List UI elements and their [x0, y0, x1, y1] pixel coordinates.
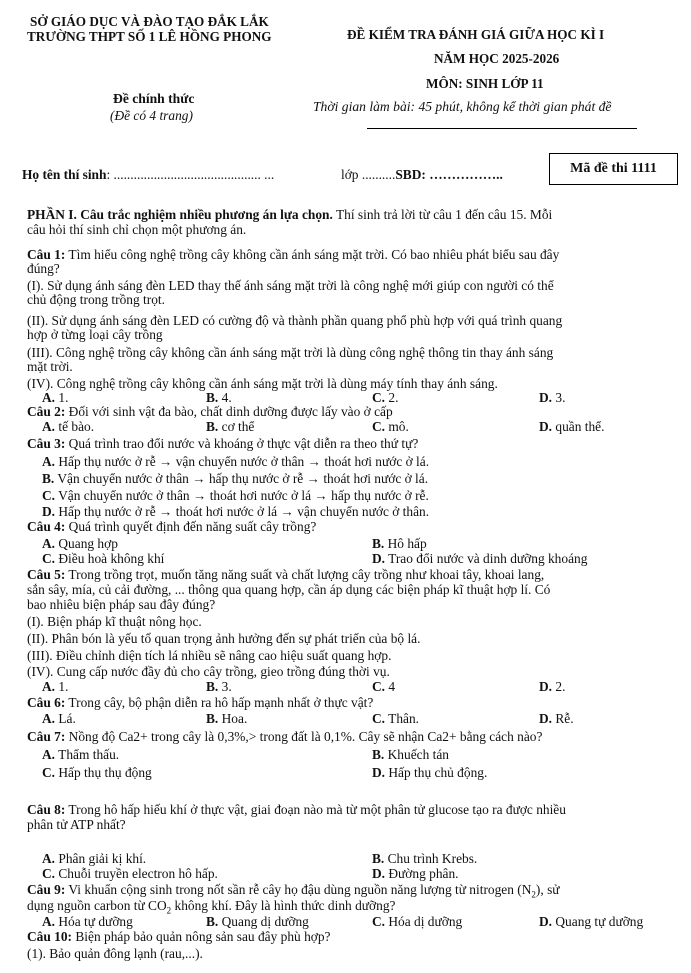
q2-option-b[interactable]: B. cơ thể	[206, 419, 255, 434]
q1-statement-1: (I). Sử dụng ánh sáng đèn LED thay thế ánh sáng mặt trời là công nghệ mới giúp con người có thể	[27, 278, 554, 293]
exam-title: ĐỀ KIỂM TRA ĐÁNH GIÁ GIỮA HỌC KÌ I	[347, 27, 605, 42]
q1-option-d[interactable]: D. 3.	[539, 390, 566, 405]
q9-stem-2: dụng nguồn carbon từ $CO_2$ không khí. Đây là hình thức dinh dưỡng?	[27, 898, 396, 916]
q5-option-a[interactable]: A. 1.	[42, 679, 69, 694]
class-label: lớp	[341, 167, 359, 182]
q5-statement-3: (III). Điều chỉnh diện tích lá nhiều sẽ nâng cao hiệu suất quang hợp.	[27, 648, 392, 663]
q6-option-c[interactable]: C. Thân.	[372, 711, 419, 726]
q2-label: Câu 2:	[27, 404, 66, 419]
q1-option-c[interactable]: C. 2.	[372, 390, 399, 405]
q8-option-a[interactable]: A. Phân giải kị khí.	[42, 851, 147, 866]
q9-label: Câu 9:	[27, 882, 66, 897]
q1-statement-3: (III). Công nghệ trồng cây không cần ánh sáng mặt trời là dùng công nghệ thông tin thay ánh sáng	[27, 345, 554, 360]
q5-option-d[interactable]: D. 2.	[539, 679, 566, 694]
exam-code-box: Mã đề thi 1111	[549, 153, 678, 185]
q5-statement-1: (I). Biện pháp kĩ thuật nông học.	[27, 614, 202, 629]
q1-statement-1b: chủ động trong trồng trọt.	[27, 292, 165, 307]
school-name: TRƯỜNG THPT SỐ 1 LÊ HỒNG PHONG	[27, 29, 272, 44]
q7-option-a[interactable]: A. Thẩm thấu.	[42, 747, 120, 762]
q10-label: Câu 10:	[27, 929, 73, 944]
school-year: NĂM HỌC 2025-2026	[434, 51, 560, 66]
q4-option-a[interactable]: A. Quang hợp	[42, 536, 118, 551]
q8-option-b[interactable]: B. Chu trình Krebs.	[372, 851, 478, 866]
part1-instruction-2: câu hỏi thí sinh chỉ chọn một phương án.	[27, 222, 247, 237]
q5-stem-3: bao nhiêu biện pháp sau đây đúng?	[27, 597, 216, 612]
student-info-row	[22, 168, 274, 182]
official-label: Đề chính thức	[113, 91, 195, 106]
q6-label: Câu 6:	[27, 695, 66, 710]
q4-label: Câu 4:	[27, 519, 66, 534]
q5-stem: Câu 5: Trong trồng trọt, muốn tăng năng suất và chất lượng cây trồng như khoai tây, khoai lang,	[27, 567, 545, 582]
q7-option-c[interactable]: C. Hấp thụ thụ động	[42, 765, 152, 780]
q1-stem-2: đúng?	[27, 261, 60, 276]
q8-option-d[interactable]: D. Đường phân.	[372, 866, 459, 881]
header-divider	[367, 128, 637, 129]
class-field: ..........	[358, 167, 396, 182]
q9-option-a[interactable]: A. Hóa tự dưỡng	[42, 914, 133, 929]
part1-heading	[27, 208, 667, 222]
q6-option-b[interactable]: B. Hoa.	[206, 711, 248, 726]
sbd-field: ……………..	[425, 167, 503, 182]
q1-statement-2b: hợp ở từng loại cây trồng	[27, 327, 163, 342]
q1-statement-4: (IV). Công nghệ trồng cây không cần ánh sáng mặt trời là dùng máy tính thay ánh sáng.	[27, 376, 498, 391]
q4-option-b[interactable]: B. Hô hấp	[372, 536, 427, 551]
q8-stem: Câu 8: Trong hô hấp hiếu khí ở thực vật, giai đoạn nào mà từ một phân tử glucose tạo ra được nhiều	[27, 802, 566, 817]
q6-option-a[interactable]: A. Lá.	[42, 711, 76, 726]
q5-option-b[interactable]: B. 3.	[206, 679, 232, 694]
q3-stem: Câu 3: Quá trình trao đổi nước và khoáng ở thực vật diễn ra theo thứ tự?	[27, 436, 419, 451]
q1-label: Câu 1:	[27, 247, 66, 262]
name-label: Họ tên thí sinh	[22, 167, 107, 182]
q8-label: Câu 8:	[27, 802, 66, 817]
q9-option-c[interactable]: C. Hóa dị dưỡng	[372, 914, 463, 929]
q8-option-c[interactable]: C. Chuỗi truyền electron hô hấp.	[42, 866, 218, 881]
q1-option-b[interactable]: B. 4.	[206, 390, 232, 405]
q9-stem: Câu 9: Vi khuẩn cộng sinh trong nốt sần rễ cây họ đậu dùng nguồn năng lượng từ nitrogen $(N_2)$, sử	[27, 882, 560, 900]
q6-stem: Câu 6: Trong cây, bộ phận diễn ra hô hấp mạnh nhất ở thực vật?	[27, 695, 374, 710]
q3-option-b[interactable]: B. Vận chuyển nước ở thân → hấp thụ nước ở rễ → thoát hơi nước ở lá.	[42, 471, 429, 486]
name-field: : ............................................ ...	[106, 167, 275, 182]
q9-option-d[interactable]: D. Quang tự dưỡng	[539, 914, 644, 929]
q7-option-b[interactable]: B. Khuếch tán	[372, 747, 449, 762]
department-name: SỞ GIÁO DỤC VÀ ĐÀO TẠO ĐẮK LẮK	[30, 14, 269, 29]
q5-statement-2: (II). Phân bón là yếu tố quan trọng ảnh hưởng đến sự phát triển của bộ lá.	[27, 631, 421, 646]
q3-option-d[interactable]: D. Hấp thụ nước ở rễ → thoát hơi nước ở lá → vận chuyển nước ở thân.	[42, 504, 430, 519]
part1-instruction: Thí sinh trả lời từ câu 1 đến câu 15. Mỗi	[332, 207, 553, 222]
q10-stem: Câu 10: Biện pháp bảo quản nông sản sau đây phù hợp?	[27, 929, 331, 944]
q5-option-c[interactable]: C. 4	[372, 679, 396, 694]
q1-option-a[interactable]: A. 1.	[42, 390, 69, 405]
q5-stem-2: sắn sây, mía, củ cải đường, ... thông qua quang hợp, cần áp dụng các biện pháp kĩ thuật hợp lí. Có	[27, 582, 551, 597]
q4-option-d[interactable]: D. Trao đổi nước và dinh dưỡng khoáng	[372, 551, 588, 566]
q3-label: Câu 3:	[27, 436, 66, 451]
q7-stem: Câu 7: Nồng độ Ca2+ trong cây là 0,3%,> trong đất là 0,1%. Cây sẽ nhận Ca2+ bằng cách nào?	[27, 729, 543, 744]
q2-stem: Câu 2: Đối với sinh vật đa bào, chất dinh dưỡng được lấy vào ở cấp	[27, 404, 393, 419]
q1-statement-2: (II). Sử dụng ánh sáng đèn LED có cường độ và thành phần quang phổ phù hợp với quá trình quang	[27, 313, 563, 328]
q2-option-c[interactable]: C. mô.	[372, 419, 409, 434]
class-row	[341, 168, 503, 182]
q1-stem	[27, 248, 667, 262]
q2-option-d[interactable]: D. quần thể.	[539, 419, 605, 434]
q5-label: Câu 5:	[27, 567, 66, 582]
q10-statement-1: (1). Bảo quản đông lạnh (rau,...).	[27, 946, 203, 961]
subject-title: MÔN: SINH LỚP 11	[426, 76, 544, 91]
q2-option-a[interactable]: A. tế bào.	[42, 419, 95, 434]
q4-option-c[interactable]: C. Điều hoà không khí	[42, 551, 165, 566]
q3-option-a[interactable]: A. Hấp thụ nước ở rễ → vận chuyển nước ở thân → thoát hơi nước ở lá.	[42, 454, 430, 469]
q9-option-b[interactable]: B. Quang dị dưỡng	[206, 914, 309, 929]
q5-statement-4: (IV). Cung cấp nước đầy đủ cho cây trồng, gieo trồng đúng thời vụ.	[27, 664, 390, 679]
q3-option-c[interactable]: C. Vận chuyển nước ở thân → thoát hơi nước ở lá → hấp thụ nước ở rễ.	[42, 488, 429, 503]
q6-option-d[interactable]: D. Rễ.	[539, 711, 574, 726]
q4-stem: Câu 4: Quá trình quyết định đến năng suất cây trồng?	[27, 519, 317, 534]
q7-option-d[interactable]: D. Hấp thụ chủ động.	[372, 765, 488, 780]
page-count: (Đề có 4 trang)	[110, 108, 193, 123]
time-note: Thời gian làm bài: 45 phút, không kể thời gian phát đề	[313, 99, 612, 114]
part1-title: PHẦN I. Câu trắc nghiệm nhiều phương án lựa chọn.	[27, 207, 333, 222]
q1-statement-3b: mặt trời.	[27, 359, 73, 374]
q7-label: Câu 7:	[27, 729, 66, 744]
q8-stem-2: phân tử ATP nhất?	[27, 817, 126, 832]
q1-stem-text: Tìm hiểu công nghệ trồng cây không cần ánh sáng mặt trời. Có bao nhiêu phát biểu sau đây	[65, 247, 560, 262]
sbd-label: SBD:	[395, 167, 426, 182]
